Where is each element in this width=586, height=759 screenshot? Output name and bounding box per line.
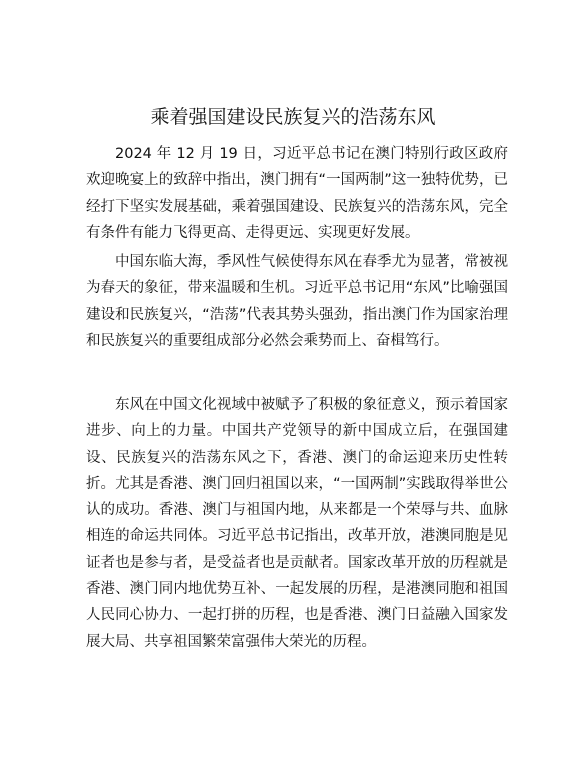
article-paragraph-1: 2024 年 12 月 19 日，习近平总书记在澳门特别行政区政府欢迎晚宴上的致辞中指出，澳门拥有“一国两制”这一独特优势，已经打下坚实发展基础，乘着强国建设、民族复兴的浩荡东风，完全有条件有能力飞得更高、走得更远、实现更好发展。: [86, 146, 508, 241]
article-paragraph-2: 中国东临大海，季风性气候使得东风在春季尤为显著，常被视为春天的象征，带来温暖和生机。习近平总书记用“东风”比喻强国建设和民族复兴，“浩荡”代表其势头强劲，指出澳门作为国家治理和民族复兴的重要组成部分必然会乘势而上、奋楫笃行。: [86, 254, 508, 349]
article-paragraph-3: 东风在中国文化视域中被赋予了积极的象征意义，预示着国家进步、向上的力量。中国共产党领导的新中国成立后，在强国建设、民族复兴的浩荡东风之下，香港、澳门的命运迎来历史性转折。尤其是香港、澳门回归祖国以来，“一国两制”实践取得举世公认的成功。香港、澳门与祖国内地，从来都是一个荣辱与共、血脉相连的命运共同体。习近平总书记指出，改革开放，港澳同胞是见证者也是参与者，是受益者也是贡献者。国家改革开放的历程就是香港、澳门同内地优势互补、一起发展的历程，是港澳同胞和祖国人民同心协力、一起打拼的历程，也是香港、澳门日益融入国家发展大局、共享祖国繁荣富强伟大荣光的历程。: [86, 397, 508, 650]
article-title: 乘着强国建设民族复兴的浩荡东风: [150, 106, 436, 128]
